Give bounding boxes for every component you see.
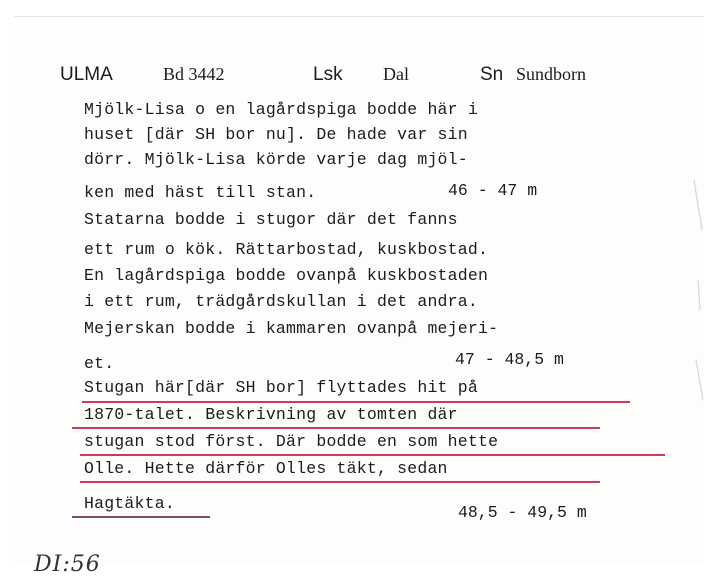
highlight-underline bbox=[72, 427, 600, 429]
sn-label: Sn bbox=[480, 64, 504, 85]
measurement-range: 47 - 48,5 m bbox=[455, 350, 564, 369]
lsk-value: Dal bbox=[383, 64, 409, 84]
text-line: stugan stod först. Där bodde en som hette bbox=[84, 432, 499, 451]
measurement-range: 46 - 47 m bbox=[448, 181, 538, 200]
highlight-underline bbox=[82, 401, 630, 403]
text-line: dörr. Mjölk-Lisa körde varje dag mjöl- bbox=[84, 150, 468, 169]
text-line: i ett rum, trädgårdskullan i det andra. bbox=[84, 292, 478, 311]
volume-number: Bd 3442 bbox=[163, 64, 225, 84]
lsk-label: Lsk bbox=[313, 64, 343, 85]
text-line: ken med häst till stan. bbox=[84, 183, 317, 202]
text-line: huset [där SH bor nu]. De hade var sin bbox=[84, 125, 468, 144]
text-line: et. bbox=[84, 354, 115, 373]
text-line: ett rum o kök. Rättarbostad, kuskbostad. bbox=[84, 240, 489, 259]
highlight-underline bbox=[80, 454, 665, 456]
text-line: Statarna bodde i stugor där det fanns bbox=[84, 210, 458, 229]
place-name: ULMA bbox=[60, 64, 113, 85]
text-line: Hagtäkta. bbox=[84, 494, 175, 513]
text-line: Stugan här[där SH bor] flyttades hit på bbox=[84, 378, 478, 397]
handwritten-signature: DI:56 bbox=[34, 552, 101, 577]
measurement-range: 48,5 - 49,5 m bbox=[458, 503, 587, 522]
text-line: Mjölk-Lisa o en lagårdspiga bodde här i bbox=[84, 100, 478, 119]
text-line: 1870-talet. Beskrivning av tomten där bbox=[84, 405, 458, 424]
sn-value: Sundborn bbox=[516, 64, 587, 84]
highlight-underline bbox=[72, 516, 210, 518]
text-line: Mejerskan bodde i kammaren ovanpå mejeri- bbox=[84, 319, 499, 338]
pencil-mark bbox=[688, 170, 710, 410]
text-line: Olle. Hette därför Olles täkt, sedan bbox=[84, 459, 448, 478]
highlight-underline bbox=[80, 481, 600, 483]
text-line: En lagårdspiga bodde ovanpå kuskbostaden bbox=[84, 266, 489, 285]
